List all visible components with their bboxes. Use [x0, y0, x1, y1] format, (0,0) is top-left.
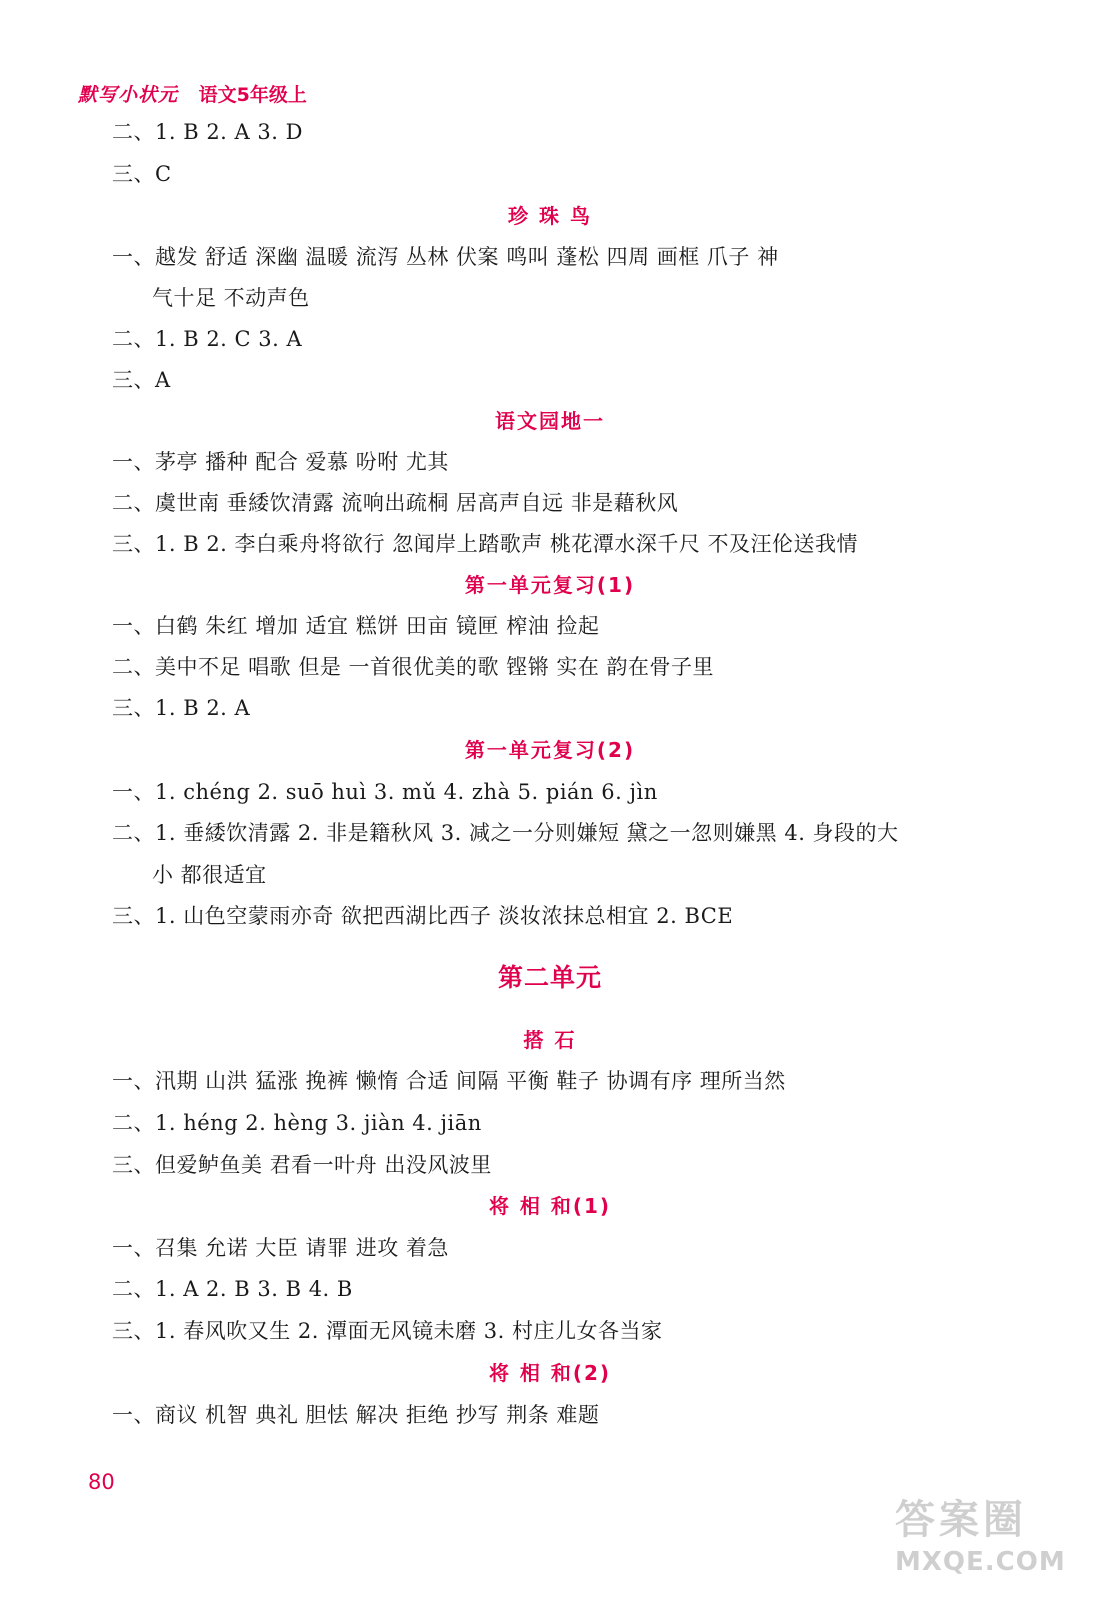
book-header	[78, 80, 307, 107]
answer-line: 一、1. chéng 2. suō huì 3. mǔ 4. zhà 5. pián 6. jìn	[112, 780, 658, 804]
watermark-text: 答案圈	[895, 1497, 1027, 1543]
watermark-logo	[895, 1488, 1070, 1588]
answer-line: 二、1. 垂緌饮清露 2. 非是籍秋风 3. 减之一分则嫌短 黛之一忽则嫌黑 4. 身段的大	[112, 821, 899, 845]
answer-line-continuation: 小 都很适宜	[152, 863, 267, 887]
answer-line: 二、1. A 2. B 3. B 4. B	[112, 1277, 353, 1301]
page-number: 80	[88, 1470, 115, 1494]
section-title: 第一单元复习(1)	[464, 573, 636, 597]
answer-line-continuation: 气十足 不动声色	[152, 286, 310, 310]
answer-line: 三、1. 春风吹又生 2. 潭面无风镜未磨 3. 村庄儿女各当家	[112, 1319, 663, 1343]
answer-line: 三、C	[112, 162, 172, 186]
answer-line: 二、1. héng 2. hèng 3. jiàn 4. jiān	[112, 1111, 482, 1135]
answer-line: 一、越发 舒适 深幽 温暖 流泻 丛林 伏案 鸣叫 蓬松 四周 画框 爪子 神	[112, 245, 779, 269]
answer-line: 三、1. 山色空蒙雨亦奇 欲把西湖比西子 淡妆浓抹总相宜 2. BCE	[112, 904, 734, 928]
answer-line: 一、汛期 山洪 猛涨 挽裤 懒惰 合适 间隔 平衡 鞋子 协调有序 理所当然	[112, 1069, 786, 1093]
answer-line: 二、虞世南 垂緌饮清露 流响出疏桐 居高声自远 非是藉秋风	[112, 491, 679, 515]
answer-line: 一、白鹤 朱红 增加 适宜 糕饼 田亩 镜匣 榨油 捡起	[112, 614, 600, 638]
section-title: 搭 石	[523, 1028, 577, 1052]
section-title: 珍 珠 鸟	[508, 204, 592, 228]
answer-line: 一、茅亭 播种 配合 爱慕 吩咐 尤其	[112, 450, 449, 474]
book-brand: 默写小状元	[78, 84, 179, 106]
answer-line: 三、A	[112, 368, 171, 392]
section-title: 将 相 和(1)	[488, 1194, 612, 1218]
answer-line: 一、召集 允诺 大臣 请罪 进攻 着急	[112, 1236, 449, 1260]
answer-line: 一、商议 机智 典礼 胆怯 解决 拒绝 抄写 荆条 难题	[112, 1403, 600, 1427]
watermark-url: MXQE.COM	[895, 1547, 1066, 1577]
section-title: 语文园地一	[495, 409, 605, 433]
answer-line: 三、1. B 2. 李白乘舟将欲行 忽闻岸上踏歌声 桃花潭水深千尺 不及汪伦送我情	[112, 532, 859, 556]
book-subject: 语文5年级上	[198, 84, 307, 106]
answer-line: 三、1. B 2. A	[112, 696, 251, 720]
answer-line: 二、1. B 2. A 3. D	[112, 120, 303, 144]
section-title: 第一单元复习(2)	[464, 738, 636, 762]
unit-title: 第二单元	[497, 963, 602, 992]
section-title: 将 相 和(2)	[488, 1361, 612, 1385]
answer-line: 二、1. B 2. C 3. A	[112, 327, 303, 351]
answer-line: 三、但爱鲈鱼美 君看一叶舟 出没风波里	[112, 1153, 492, 1177]
answer-line: 二、美中不足 唱歌 但是 一首很优美的歌 铿锵 实在 韵在骨子里	[112, 655, 715, 679]
